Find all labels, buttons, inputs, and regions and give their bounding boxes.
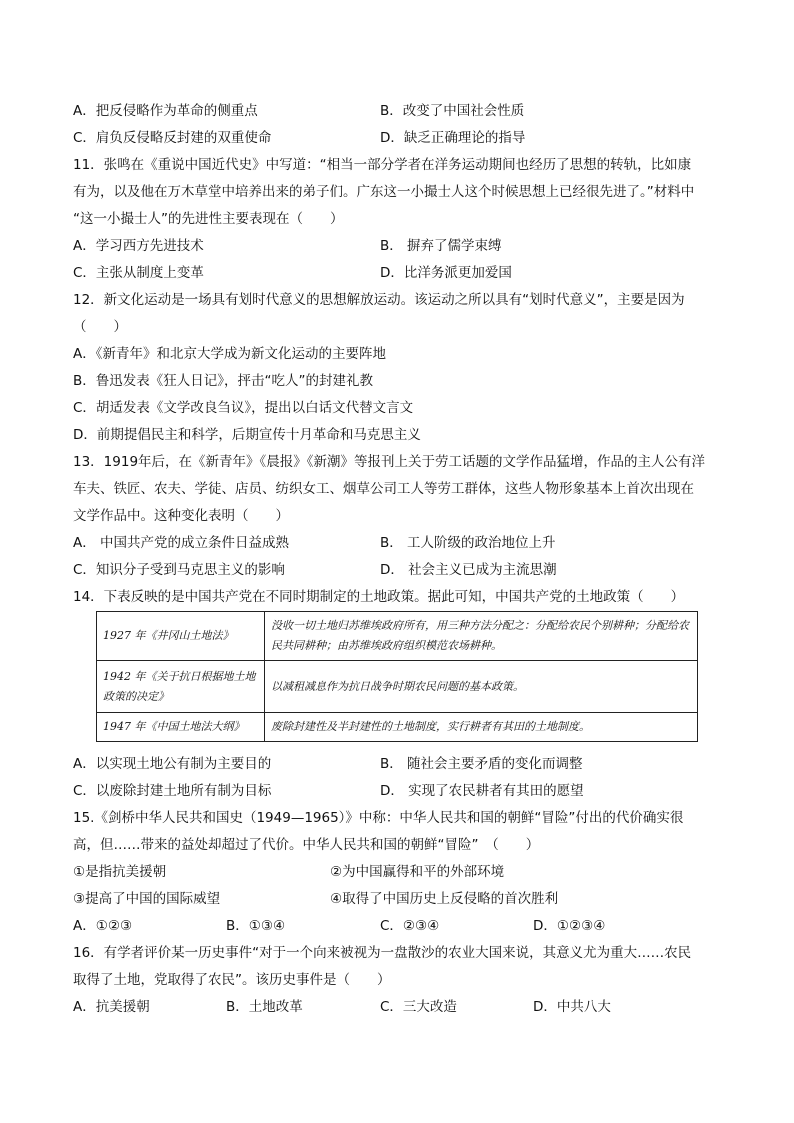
q14-option-d: D． 实现了农民耕者有其田的愿望 bbox=[380, 783, 584, 799]
q16-option-a: A．抗美援朝 bbox=[73, 999, 150, 1015]
q15-option-c: C．②③④ bbox=[380, 918, 440, 934]
q11-stem-line-3: “这一小撮士人”的先进性主要表现在（ ） bbox=[73, 211, 344, 227]
q16-stem-line-2: 取得了土地，党取得了农民”。该历史事件是（ ） bbox=[73, 972, 391, 988]
q14-stem-line-1: 14．下表反映的是中国共产党在不同时期制定的土地政策。据此可知，中国共产党的土地政策（ ） bbox=[73, 589, 685, 605]
table-row bbox=[97, 661, 698, 713]
table-cell-content: 以减租减息作为抗日战争时期农民问题的基本政策。 bbox=[265, 661, 698, 713]
table-row bbox=[97, 713, 698, 742]
q16-option-b: B．土地改革 bbox=[226, 999, 303, 1015]
q11-option-d: D．比洋务派更加爱国 bbox=[380, 265, 512, 281]
q12-option-d: D．前期提倡民主和科学，后期宣传十月革命和马克思主义 bbox=[73, 427, 421, 443]
q13-stem-line-3: 文学作品中。这种变化表明（ ） bbox=[73, 508, 289, 524]
q14-option-c: C．以废除封建土地所有制为目标 bbox=[73, 783, 272, 799]
q16-stem-line-1: 16．有学者评价某一历史事件“对于一个向来被视为一盘散沙的农业大国来说，其意义尤为重大……农民 bbox=[73, 945, 692, 961]
q13-option-a: A． 中国共产党的成立条件日益成熟 bbox=[73, 535, 290, 551]
q12-option-a: A．《新青年》和北京大学成为新文化运动的主要阵地 bbox=[73, 346, 386, 362]
q10-option-c: C．肩负反侵略反封建的双重使命 bbox=[73, 130, 272, 146]
q16-option-c: C．三大改造 bbox=[380, 999, 457, 1015]
q10-option-a: A．把反侵略作为革命的侧重点 bbox=[73, 103, 258, 119]
q12-option-b: B．鲁迅发表《狂人日记》，抨击“吃人”的封建礼教 bbox=[73, 373, 373, 389]
q12-stem-line-1: 12．新文化运动是一场具有划时代意义的思想解放运动。该运动之所以具有“划时代意义”，主要是因为 bbox=[73, 292, 685, 308]
q15-option-b: B．①③④ bbox=[226, 918, 286, 934]
q15-option-d: D．①②③④ bbox=[533, 918, 606, 934]
q10-option-b: B．改变了中国社会性质 bbox=[380, 103, 525, 119]
q16-option-d: D．中共八大 bbox=[533, 999, 611, 1015]
q12-stem-line-2: （ ） bbox=[73, 319, 127, 335]
q14-option-a: A．以实现土地公有制为主要目的 bbox=[73, 756, 272, 772]
q13-option-d: D． 社会主义已成为主流思潮 bbox=[380, 562, 557, 578]
q11-option-c: C．主张从制度上变革 bbox=[73, 265, 204, 281]
q15-statement-2: ②为中国赢得和平的外部环境 bbox=[330, 864, 505, 880]
q11-stem-line-1: 11．张鸣在《重说中国近代史》中写道：“相当一部分学者在洋务运动期间也经历了思想的转轨，比如康 bbox=[73, 157, 692, 173]
q13-option-b: B． 工人阶级的政治地位上升 bbox=[380, 535, 556, 551]
q12-option-c: C．胡适发表《文学改良刍议》，提出以白话文代替文言文 bbox=[73, 400, 414, 416]
table-cell-law: 1947 年《中国土地法大纲》 bbox=[97, 713, 265, 742]
q15-stem-line-2: 高，但……带来的益处却超过了代价。中华人民共和国的朝鲜“冒险” （ ） bbox=[73, 837, 540, 853]
q13-stem-line-2: 车夫、铁匠、农夫、学徒、店员、纺织女工、烟草公司工人等劳工群体，这些人物形象基本上首次出现在 bbox=[73, 481, 694, 497]
q11-stem-line-2: 有为，以及他在万木草堂中培养出来的弟子们。广东这一小撮士人这个时候思想上已经很先进了。”材料中 bbox=[73, 184, 695, 200]
q15-statement-1: ①是指抗美援朝 bbox=[73, 864, 167, 880]
table-row bbox=[97, 612, 698, 661]
q11-option-a: A．学习西方先进技术 bbox=[73, 238, 204, 254]
table-cell-content: 废除封建性及半封建性的土地制度，实行耕者有其田的土地制度。 bbox=[265, 713, 698, 742]
q10-option-d: D．缺乏正确理论的指导 bbox=[380, 130, 526, 146]
q15-stem-line-1: 15.《剑桥中华人民共和国史（1949—1965）》中称：中华人民共和国的朝鲜“冒险”付出的代价确实很 bbox=[73, 810, 684, 826]
table-cell-law: 1942 年《关于抗日根据地土地政策的决定》 bbox=[97, 661, 265, 713]
q13-stem-line-1: 13．1919年后，在《新青年》《晨报》《新潮》等报刊上关于劳工话题的文学作品猛增，作品的主人公有洋 bbox=[73, 454, 706, 470]
q15-option-a: A．①②③ bbox=[73, 918, 133, 934]
table-cell-content: 没收一切土地归苏维埃政府所有，用三种方法分配之：分配给农民个别耕种；分配给农民共同耕种；由苏维埃政府组织模范农场耕种。 bbox=[265, 612, 698, 661]
table-cell-law: 1927 年《井冈山土地法》 bbox=[97, 612, 265, 661]
q14-option-b: B． 随社会主要矛盾的变化而调整 bbox=[380, 756, 583, 772]
land-policy-table bbox=[96, 611, 698, 742]
q15-statement-3: ③提高了中国的国际威望 bbox=[73, 891, 221, 907]
q13-option-c: C．知识分子受到马克思主义的影响 bbox=[73, 562, 285, 578]
q11-option-b: B． 摒弃了儒学束缚 bbox=[380, 238, 502, 254]
q15-statement-4: ④取得了中国历史上反侵略的首次胜利 bbox=[330, 891, 559, 907]
